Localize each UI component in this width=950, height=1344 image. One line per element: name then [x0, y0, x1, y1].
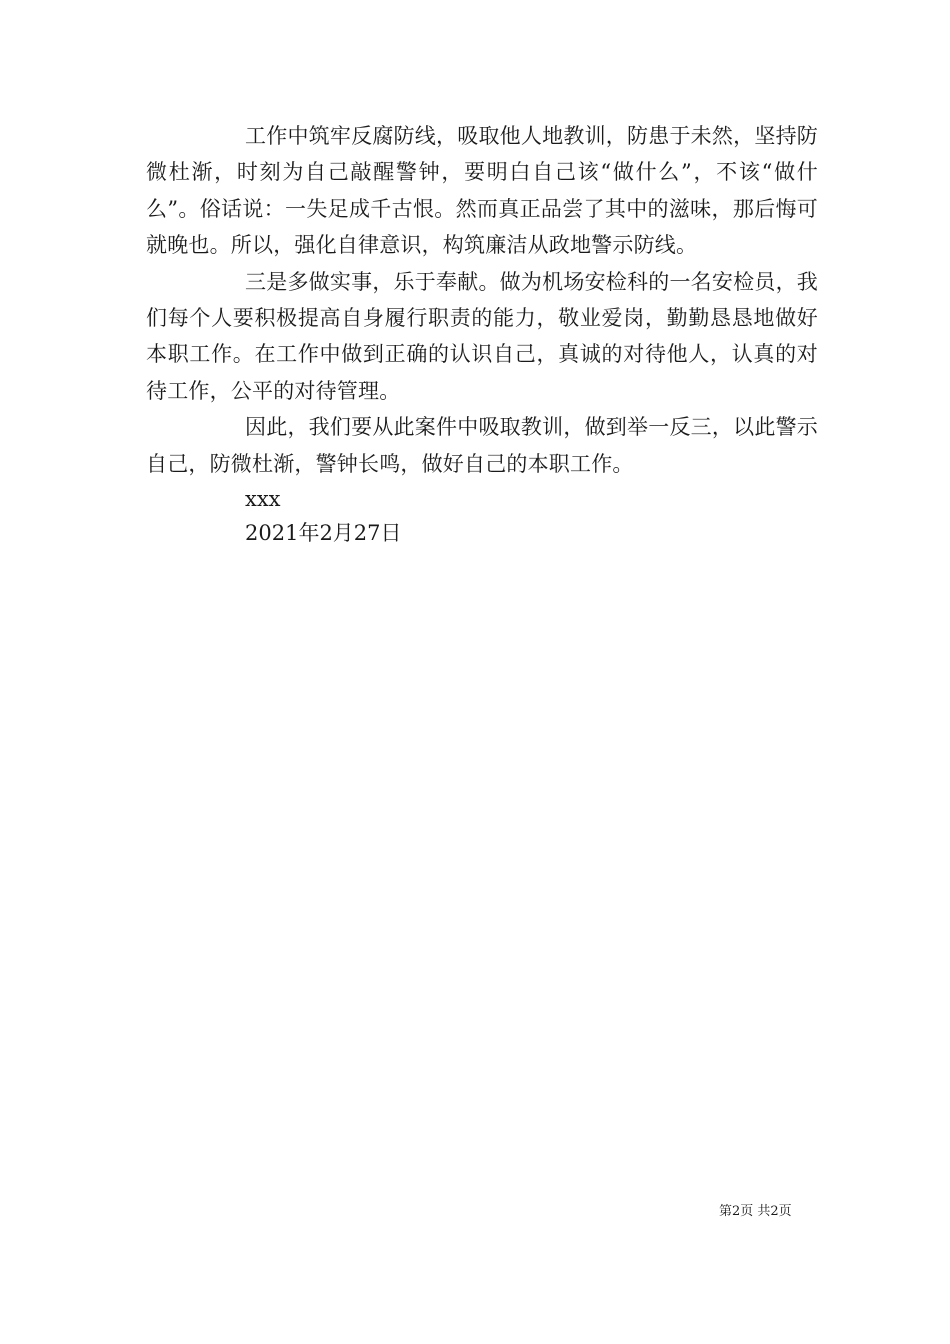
signature-name: xxx — [245, 487, 281, 512]
document-body — [146, 118, 818, 550]
paragraph-dedication: 三是多做实事，乐于奉献。做为机场安检科的一名安检员，我们每个人要积极提高自身履行职责的能力，敬业爱岗，勤勤恳恳地做好本职工作。在工作中做到正确的认识自己，真诚的对待他人，认真的对待工作，公平的对待管理。 — [146, 269, 818, 403]
signature-date: 2021年2月27日 — [245, 521, 402, 546]
paragraph-anti-corruption: 工作中筑牢反腐防线，吸取他人地教训，防患于未然，坚持防微杜渐，时刻为自己敲醒警钟，要明白自己该“做什么”，不该“做什么”。俗话说：一失足成千古恨。然而真正品尝了其中的滋味，那后悔可就晚也。所以，强化自律意识，构筑廉洁从政地警示防线。 — [146, 124, 818, 258]
paragraph-conclusion: 因此，我们要从此案件中吸取教训，做到举一反三，以此警示自己，防微杜渐，警钟长鸣，做好自己的本职工作。 — [146, 415, 818, 476]
page-footer: 第2页 共2页 — [719, 1204, 792, 1219]
